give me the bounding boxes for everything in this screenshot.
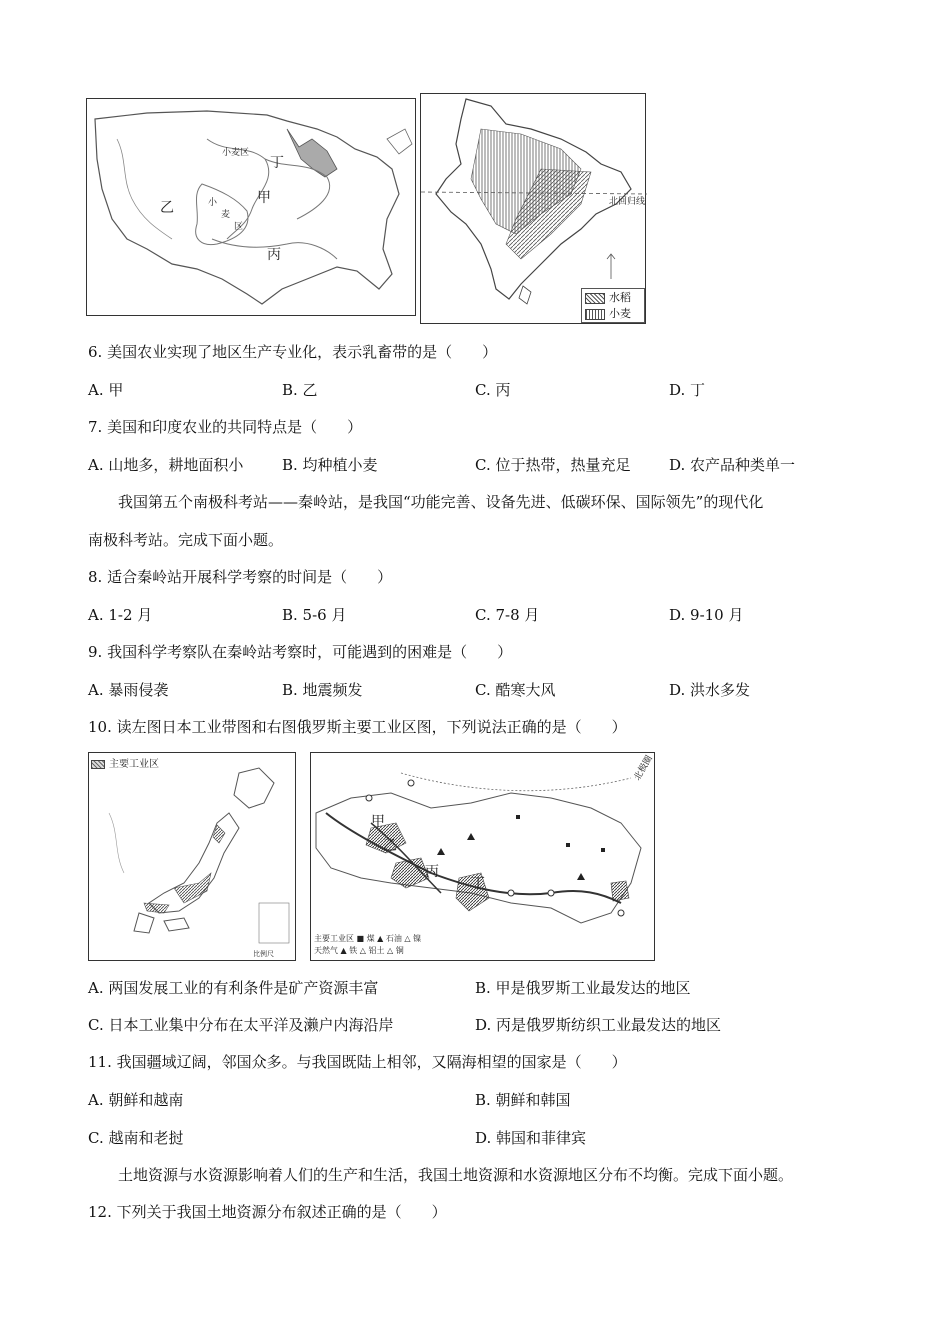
japan-map-outline [89, 753, 297, 962]
russia-label-ding: 丁 [471, 876, 485, 892]
q11-stem: 11. 我国疆域辽阔，邻国众多。与我国既陆上相邻，又隔海相望的国家是（ ） [88, 1053, 627, 1071]
q11-option-b[interactable]: B. 朝鲜和韩国 [475, 1091, 571, 1109]
japan-legend [91, 755, 159, 770]
russia-map-outline [311, 753, 656, 962]
india-legend-rice: 水稻 [609, 291, 631, 304]
passage2: 土地资源与水资源影响着人们的生产和生活，我国土地资源和水资源地区分布不均衡。完成下面小题。 [118, 1166, 794, 1184]
q8-stem: 8. 适合秦岭站开展科学考察的时间是（ ） [88, 568, 393, 586]
q9-option-b[interactable]: B. 地震频发 [282, 681, 363, 699]
russia-arctic-label: 北极圈 [632, 754, 655, 783]
q9-option-c[interactable]: C. 酷寒大风 [475, 681, 556, 699]
india-legend-wheat: 小麦 [609, 307, 631, 320]
q7-stem: 7. 美国和印度农业的共同特点是（ ） [88, 418, 363, 436]
q10-option-c[interactable]: C. 日本工业集中分布在太平洋及濑户内海沿岸 [88, 1016, 394, 1034]
japan-industry-map [88, 752, 296, 961]
russia-legend-row2: 天然气 ▲ 铁 △ 铝土 △ 铜 [314, 946, 404, 955]
japan-legend-label: 主要工业区 [109, 759, 159, 770]
q7-option-b[interactable]: B. 均种植小麦 [282, 456, 378, 474]
india-legend [581, 288, 645, 323]
q8-option-a[interactable]: A. 1-2 月 [88, 606, 153, 624]
q6-option-a[interactable]: A. 甲 [88, 381, 124, 399]
india-tropic-label: 北回归线 [609, 197, 646, 207]
q7-option-a[interactable]: A. 山地多，耕地面积小 [88, 456, 244, 474]
usa-map-outline [87, 99, 417, 317]
q8-option-c[interactable]: C. 7-8 月 [475, 606, 540, 624]
passage1-line1: 我国第五个南极科考站——秦岭站，是我国“功能完善、设备先进、低碳环保、国际领先”的现代化 [118, 493, 764, 511]
wheat-swatch-icon [585, 309, 605, 320]
q9-option-d[interactable]: D. 洪水多发 [669, 681, 751, 699]
q7-option-c[interactable]: C. 位于热带，热量充足 [475, 456, 631, 474]
russia-industry-map [310, 752, 655, 961]
q6-option-b[interactable]: B. 乙 [282, 381, 318, 399]
usa-agriculture-map [86, 98, 416, 316]
usa-label-wheat-side-3: 区 [234, 222, 244, 232]
usa-label-bing: 丙 [267, 247, 281, 263]
q10-option-b[interactable]: B. 甲是俄罗斯工业最发达的地区 [475, 979, 691, 997]
usa-label-ding: 丁 [270, 155, 284, 171]
q6-stem: 6. 美国农业实现了地区生产专业化，表示乳畜带的是（ ） [88, 343, 498, 361]
q9-stem: 9. 我国科学考察队在秦岭站考察时，可能遇到的困难是（ ） [88, 643, 513, 661]
india-agriculture-map [420, 93, 646, 324]
rice-swatch-icon [585, 293, 605, 304]
q10-option-a[interactable]: A. 两国发展工业的有利条件是矿产资源丰富 [88, 979, 379, 997]
q11-option-d[interactable]: D. 韩国和菲律宾 [475, 1129, 587, 1147]
q8-option-d[interactable]: D. 9-10 月 [669, 606, 744, 624]
russia-legend [314, 933, 421, 957]
usa-label-wheat-top: 小麦区 [222, 148, 250, 158]
passage1-line2: 南极科考站。完成下面小题。 [88, 531, 284, 549]
russia-label-bing: 丙 [425, 864, 439, 880]
industry-zone-swatch-icon [91, 760, 105, 769]
usa-label-yi: 乙 [160, 200, 174, 216]
q10-stem: 10. 读左图日本工业带图和右图俄罗斯主要工业区图，下列说法正确的是（ ） [88, 718, 627, 736]
q6-option-c[interactable]: C. 丙 [475, 381, 511, 399]
usa-label-jia: 甲 [257, 190, 271, 206]
q9-option-a[interactable]: A. 暴雨侵袭 [88, 681, 169, 699]
russia-label-yi: 乙 [383, 838, 397, 854]
usa-label-wheat-side-1: 小 [208, 198, 218, 208]
usa-label-wheat-side-2: 麦 [221, 210, 231, 220]
q10-option-d[interactable]: D. 丙是俄罗斯纺织工业最发达的地区 [475, 1016, 722, 1034]
japan-scale-note: 比例尺 [253, 950, 274, 958]
q12-stem: 12. 下列关于我国土地资源分布叙述正确的是（ ） [88, 1203, 447, 1221]
q6-option-d[interactable]: D. 丁 [669, 381, 706, 399]
q7-option-d[interactable]: D. 农产品种类单一 [669, 456, 796, 474]
q11-option-a[interactable]: A. 朝鲜和越南 [88, 1091, 184, 1109]
russia-label-jia: 甲 [371, 814, 385, 830]
q8-option-b[interactable]: B. 5-6 月 [282, 606, 347, 624]
q11-option-c[interactable]: C. 越南和老挝 [88, 1129, 184, 1147]
russia-legend-row1: 主要工业区 ■ 煤 ▲ 石油 △ 镍 [314, 934, 422, 943]
